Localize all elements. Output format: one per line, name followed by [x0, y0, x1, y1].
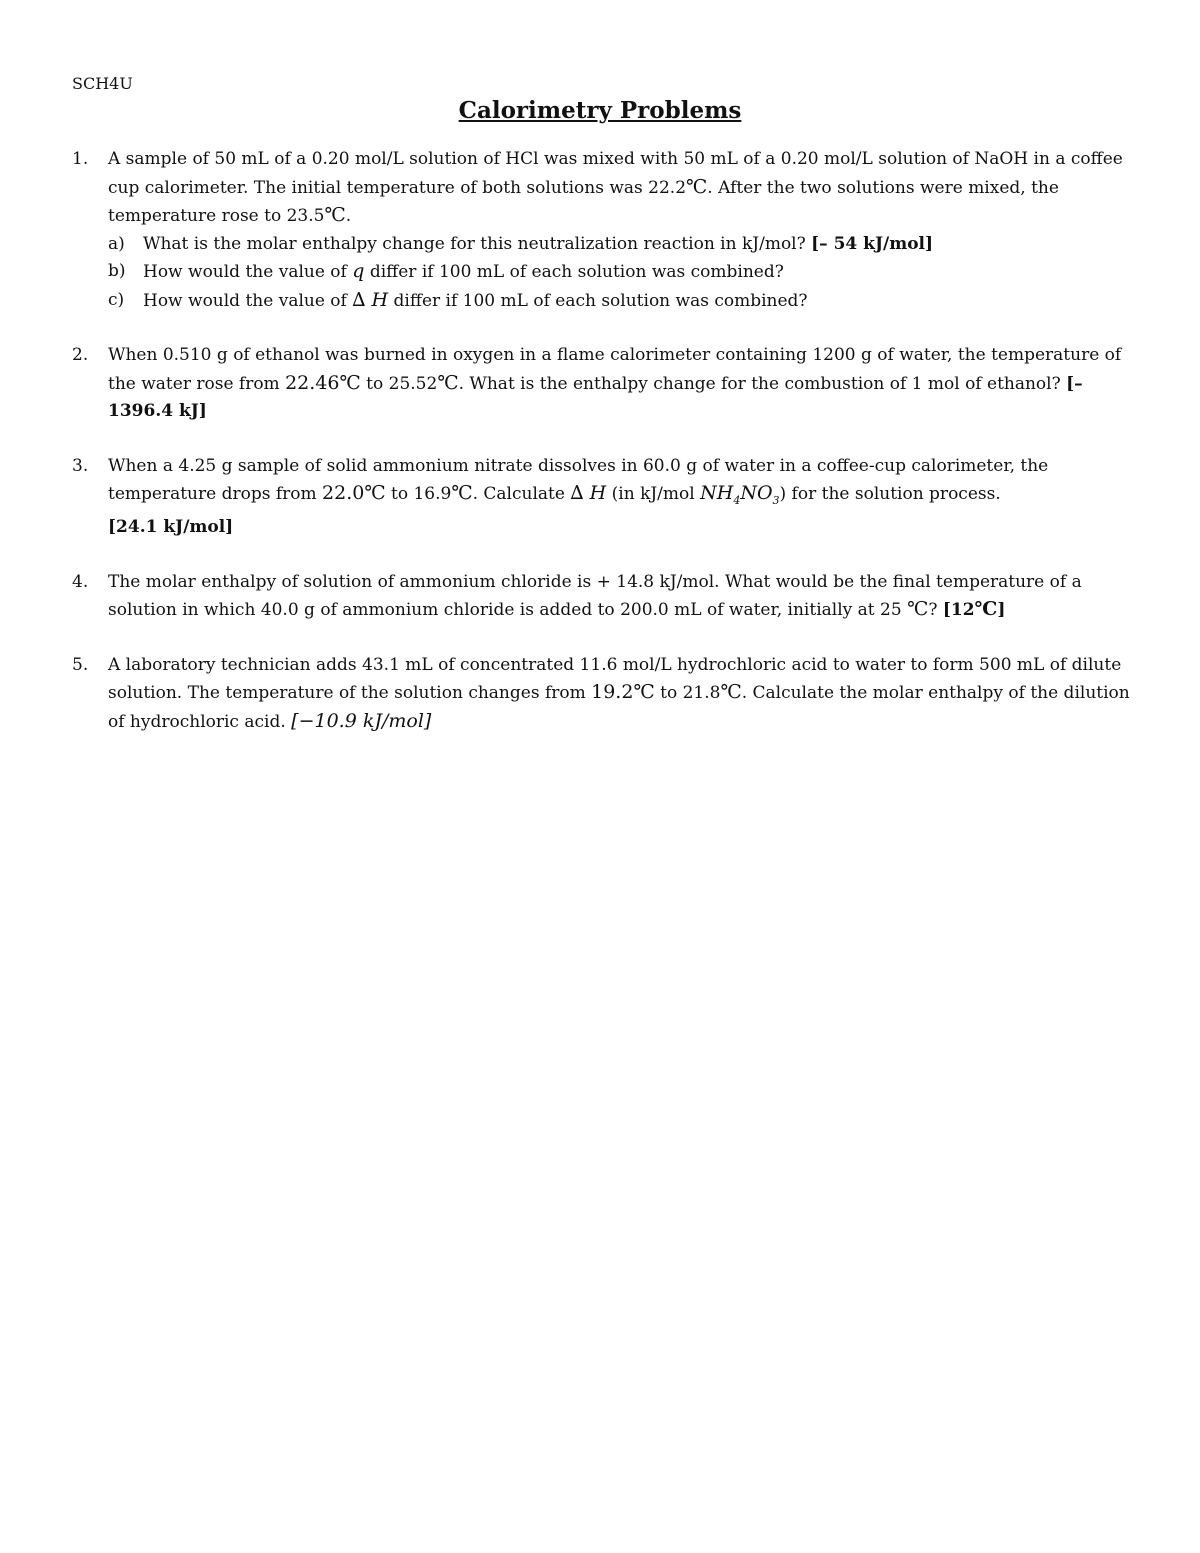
page-title: Calorimetry Problems: [458, 97, 742, 124]
chemical-formula: $NH_4NO_3$: [700, 482, 780, 507]
enthalpy-symbol: ∆ H: [352, 288, 389, 311]
problem-list: [72, 146, 1132, 763]
answer: [– 54 kJ/mol]: [811, 233, 934, 254]
problem-number: 5.: [72, 654, 89, 675]
celsius-unit: ℃: [633, 681, 655, 704]
problem-number: 4.: [72, 571, 89, 592]
sub-question-a: a) What is the molar enthalpy change for this neutralization reaction in kJ/mol? [– 54 kJ/mol]: [108, 233, 934, 254]
answer: [12℃]: [942, 598, 1006, 621]
problem-number: 1.: [72, 149, 89, 169]
problem-2: [72, 342, 1132, 426]
problem-number: 2.: [72, 345, 89, 365]
problem-text: When a 4.25 g sample of solid ammonium nitrate dissolves in 60.0 g of water in a coffee-cup calorimeter, the temperature drops from 22.0℃ to 16.9℃. Calculate ∆ H (in kJ/mol $NH_4NO_3$) for the solution process. [24.1 kJ/mol]: [108, 455, 1049, 538]
answer: [−10.9 kJ/mol]: [291, 709, 432, 732]
celsius-unit: ℃: [720, 681, 742, 704]
problem-text: The molar enthalpy of solution of ammonium chloride is + 14.8 kJ/mol. What would be the final temperature of a solution in which 40.0 g of ammonium chloride is added to 200.0 mL of water, initially at 25 ℃? [12℃]: [108, 571, 1082, 621]
problem-4: [72, 569, 1132, 625]
celsius-unit: ℃: [907, 598, 929, 621]
answer: [– 1396.4 kJ]: [108, 373, 1083, 421]
celsius-unit: ℃: [324, 204, 346, 226]
celsius-unit: ℃: [364, 482, 386, 504]
celsius-unit: ℃: [437, 371, 459, 394]
problem-1: [72, 146, 1132, 315]
enthalpy-symbol: ∆ H: [570, 482, 607, 504]
celsius-unit: ℃: [686, 175, 708, 198]
celsius-unit: ℃: [339, 371, 361, 394]
celsius-unit: ℃: [974, 598, 998, 621]
heat-symbol: q: [352, 260, 365, 282]
course-code: SCH4U: [72, 74, 133, 93]
problem-number: 3.: [72, 455, 89, 476]
sub-question-c: c) How would the value of ∆ H differ if 100 mL of each solution was combined?: [108, 288, 808, 311]
problem-text: When 0.510 g of ethanol was burned in oxygen in a flame calorimeter containing 1200 g of water, the temperature of the water rose from 22.46℃ to 25.52℃. What is the enthalpy change for the combustion of 1 mol of ethanol? [– 1396.4 kJ]: [108, 345, 1122, 421]
problem-5: [72, 652, 1132, 737]
problem-3: [72, 453, 1132, 542]
problem-text: A sample of 50 mL of a 0.20 mol/L solution of HCl was mixed with 50 mL of a 0.20 mol/L solution of NaOH in a coffee cup calorimeter. The initial temperature of both solutions was 22.2℃. After the two solutions were mixed, the temperature rose to 23.5℃.: [108, 149, 1123, 226]
sub-question-b: b) How would the value of q differ if 100 mL of each solution was combined?: [108, 260, 784, 282]
celsius-unit: ℃: [451, 482, 473, 504]
problem-text: A laboratory technician adds 43.1 mL of concentrated 11.6 mol/L hydrochloric acid to water to form 500 mL of dilute solution. The temperature of the solution changes from 19.2℃ to 21.8℃. Calculate the molar enthalpy of the dilution of hydrochloric acid. [−10.9 kJ/mol]: [108, 654, 1130, 732]
answer: [24.1 kJ/mol]: [108, 517, 234, 538]
